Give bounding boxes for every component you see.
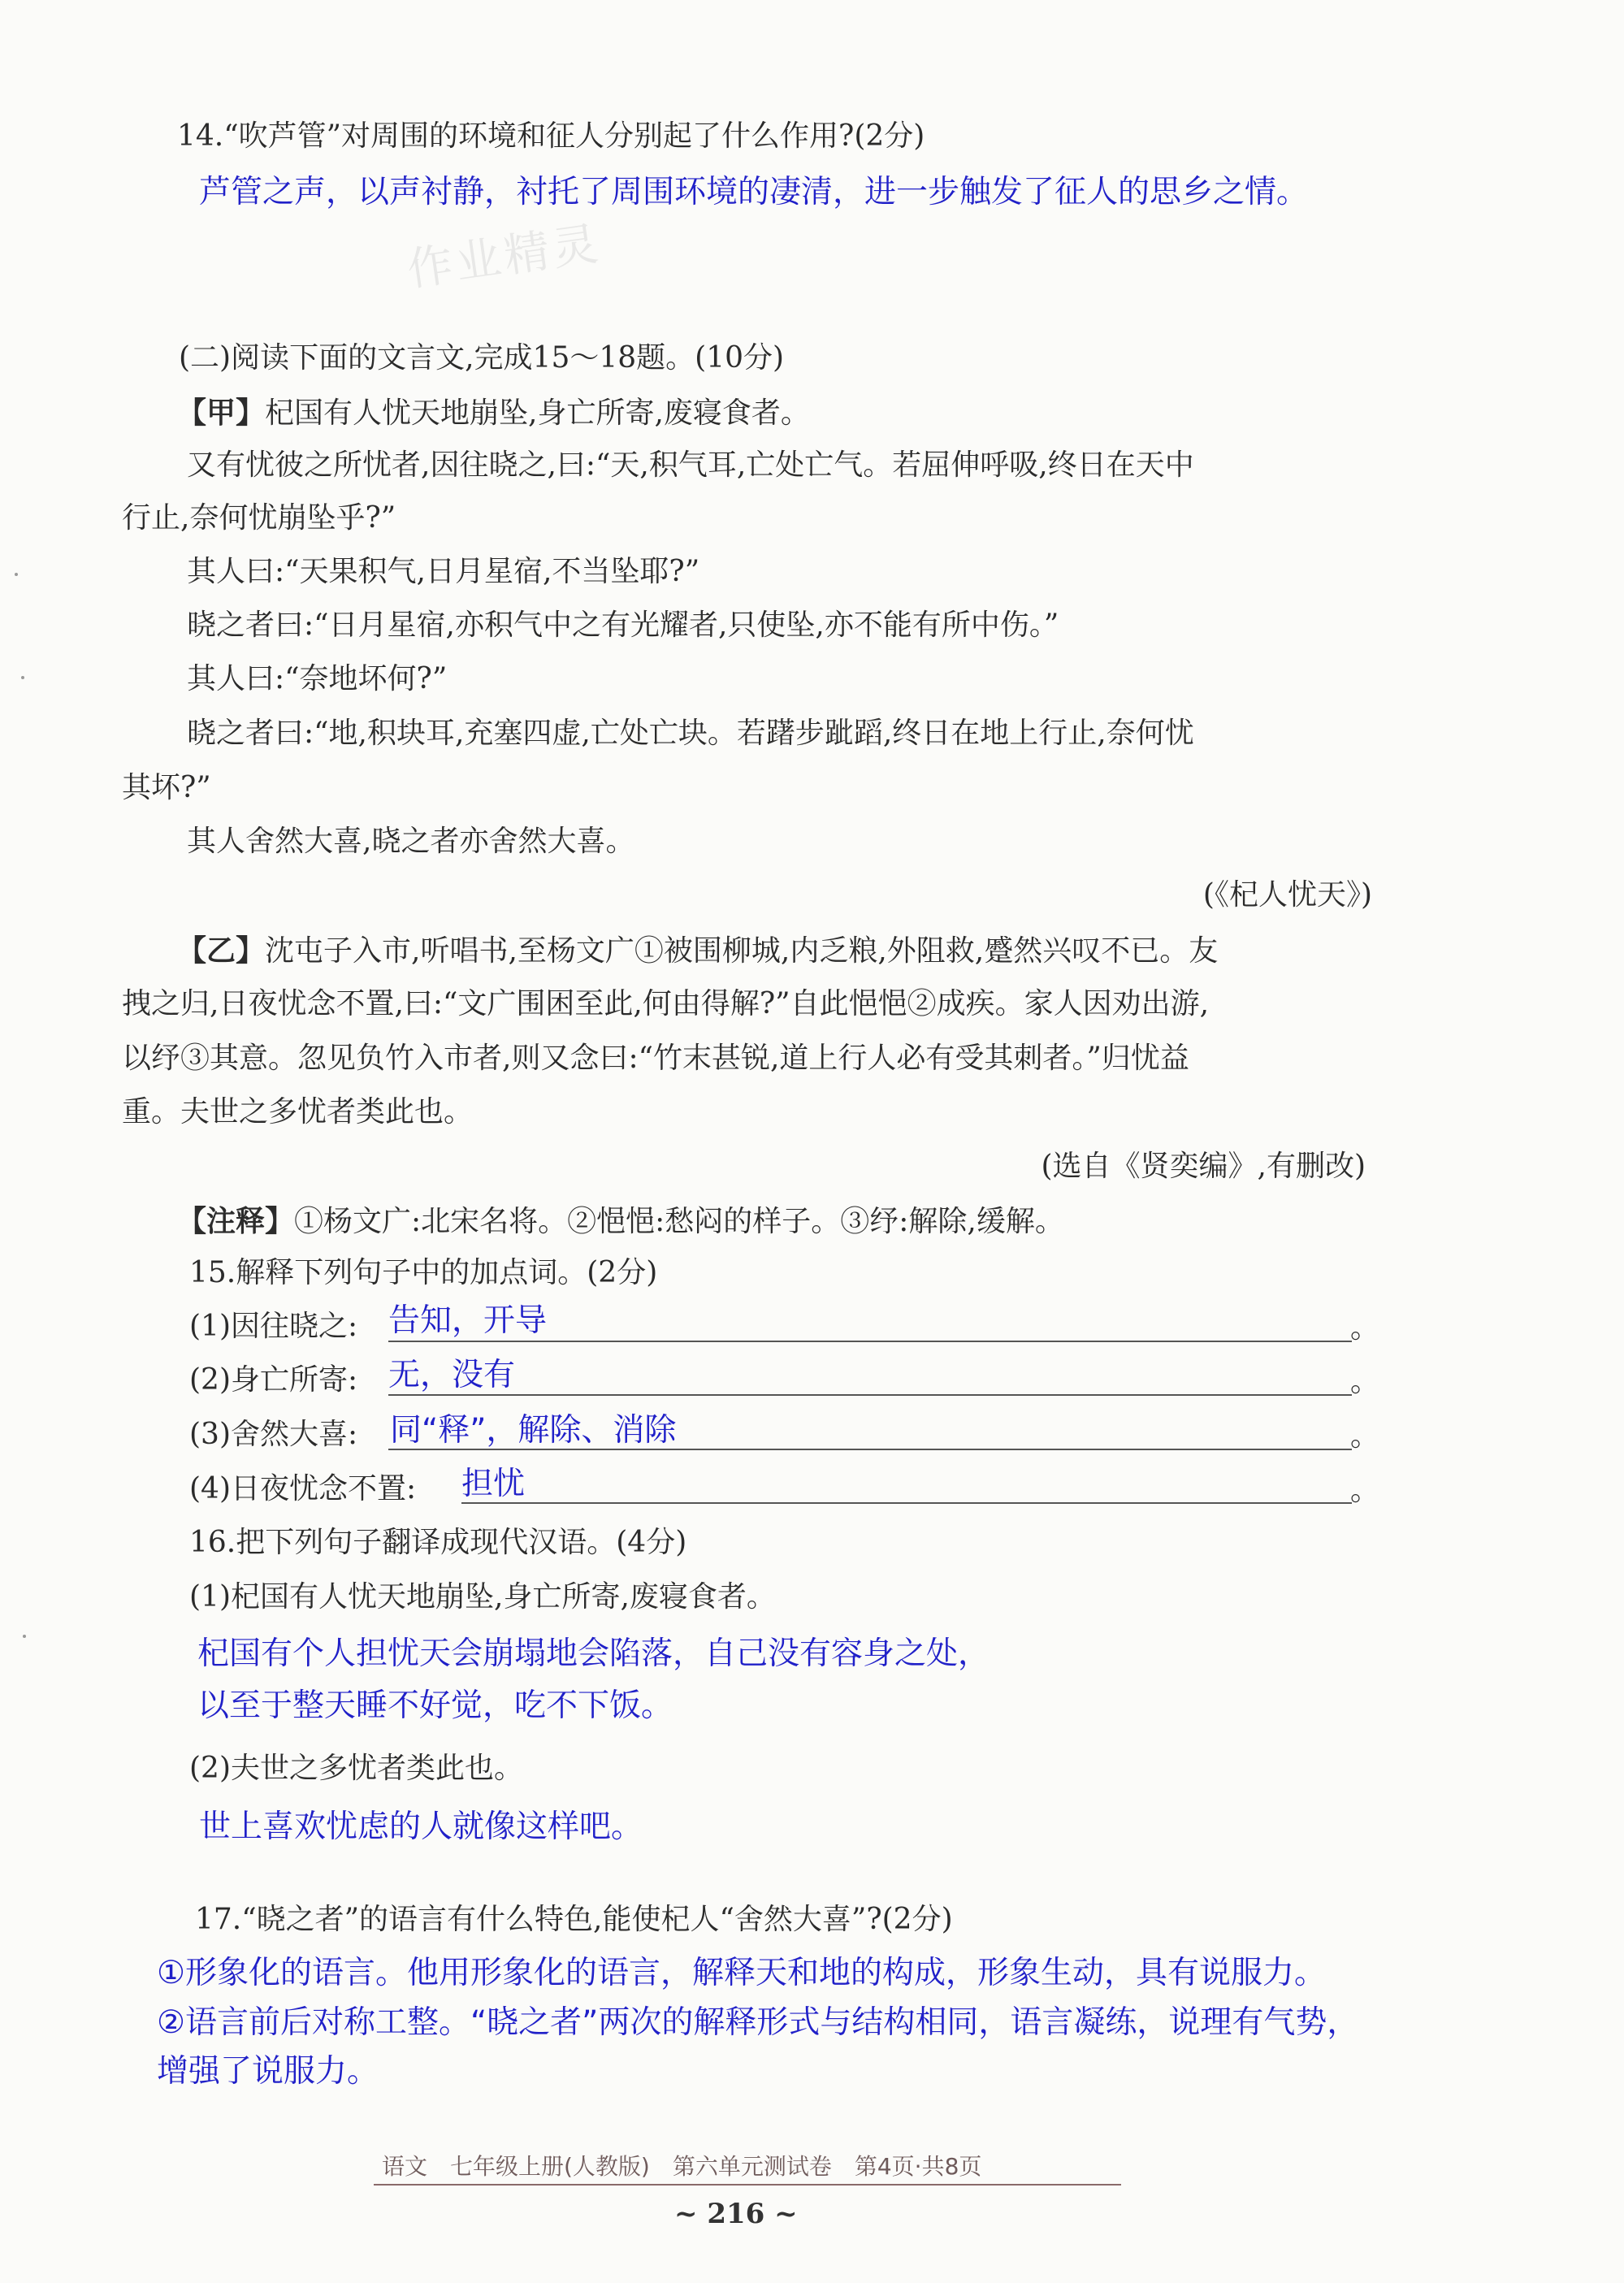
notes-label: 【注释】	[177, 1204, 295, 1238]
q15-item-2-prompt: (2)身亡所寄:	[189, 1363, 358, 1397]
q16-sentence-1: (1)杞国有人忧天地崩坠,身亡所寄,废寝食者。	[189, 1580, 776, 1614]
jia-line-7: 晓之者曰:“地,积块耳,充塞四虚,亡处亡块。若躇步跐蹈,终日在地上行止,奈何忧	[187, 717, 1194, 750]
answer-blank-line	[388, 1341, 1352, 1342]
answer-blank-line	[388, 1449, 1352, 1450]
q16-answer-1-line-2: 以至于整天睡不好觉，吃不下饭。	[197, 1687, 673, 1724]
period: 。	[1350, 1474, 1380, 1507]
scan-speck	[23, 1635, 26, 1638]
jia-line-4: 其人曰:“天果积气,日月星宿,不当坠耶?”	[187, 555, 700, 588]
q16-answer-1-line-1: 杞国有个人担忧天会崩塌地会陷落，自己没有容身之处，	[197, 1635, 990, 1672]
yi-line-4: 重。夫世之多忧者类此也。	[122, 1095, 474, 1129]
notes-text: ①杨文广:北宋名将。②悒悒:愁闷的样子。③纾:解除,缓解。	[294, 1205, 1064, 1238]
jia-line-6: 其人曰:“奈地坏何?”	[187, 662, 448, 695]
q15-item-2-answer: 无，没有	[388, 1357, 516, 1393]
page-number: ~ 216 ~	[674, 2198, 798, 2230]
scan-speck	[21, 676, 24, 679]
notes	[177, 1202, 1064, 1241]
q15-item-4-answer: 担忧	[461, 1466, 526, 1502]
footer-text: 语文 七年级上册(人教版) 第六单元测试卷 第4页·共8页	[382, 2153, 982, 2180]
jia-line-2: 又有忧彼之所忧者,因往晓之,曰:“天,积气耳,亡处亡气。若屈伸呼吸,终日在天中	[187, 448, 1194, 482]
q15-item-4-prompt: (4)日夜忧念不置:	[189, 1472, 417, 1505]
jia-label: 【甲】	[177, 396, 266, 430]
jia-line-9: 其人舍然大喜,晓之者亦舍然大喜。	[187, 825, 635, 858]
yi-line-1	[177, 932, 1218, 970]
yi-text-1: 沈屯子入市,听唱书,至杨文广①被围柳城,内乏粮,外阻救,蹙然兴叹不已。友	[265, 934, 1219, 968]
q17-answer-line-2: ②语言前后对称工整。“晓之者”两次的解释形式与结构相同，语言凝练，说理有气势，	[157, 2004, 1359, 2041]
q15-item-1-prompt: (1)因往晓之:	[189, 1310, 358, 1343]
q16-sentence-2: (2)夫世之多忧者类此也。	[189, 1752, 523, 1785]
period: 。	[1350, 1311, 1380, 1345]
jia-line-8: 其坏?”	[122, 771, 211, 804]
yi-line-3: 以纾③其意。忽见负竹入市者,则又念曰:“竹末甚锐,道上行人必有受其刺者。”归忧益	[122, 1042, 1189, 1075]
period: 。	[1350, 1419, 1380, 1453]
jia-source: (《杞人忧天》)	[1202, 878, 1372, 912]
jia-line-5: 晓之者曰:“日月星宿,亦积气中之有光耀者,只使坠,亦不能有所中伤。”	[187, 609, 1059, 642]
q17-answer-line-1: ①形象化的语言。他用形象化的语言，解释天和地的构成，形象生动，具有说服力。	[157, 1955, 1326, 1991]
q15-question: 15.解释下列句子中的加点词。(2分)	[189, 1256, 658, 1289]
period: 。	[1350, 1365, 1380, 1398]
scan-speck	[15, 573, 18, 576]
jia-line-3: 行止,奈何忧崩坠乎?”	[122, 501, 396, 535]
jia-text-1: 杞国有人忧天地崩坠,身亡所寄,废寝食者。	[265, 396, 810, 430]
answer-blank-line	[388, 1394, 1352, 1396]
jia-line-1	[177, 394, 810, 432]
footer-rule	[374, 2184, 1121, 2186]
q17-question: 17.“晓之者”的语言有什么特色,能使杞人“舍然大喜”?(2分)	[195, 1903, 953, 1936]
q15-item-3-prompt: (3)舍然大喜:	[189, 1418, 358, 1451]
section-heading: (二)阅读下面的文言文,完成15～18题。(10分)	[179, 341, 785, 375]
yi-label: 【乙】	[177, 934, 266, 968]
q16-answer-2: 世上喜欢忧虑的人就像这样吧。	[199, 1809, 643, 1845]
q14-answer: 芦管之声，以声衬静，衬托了周围环境的凄清，进一步触发了征人的思乡之情。	[199, 174, 1309, 210]
watermark: 作业精灵	[404, 217, 604, 297]
q16-question: 16.把下列句子翻译成现代汉语。(4分)	[189, 1526, 687, 1559]
q17-answer-line-3: 增强了说服力。	[157, 2053, 379, 2090]
yi-line-2: 拽之归,日夜忧念不置,曰:“文广围困至此,何由得解?”自此悒悒②成疾。家人因劝出游,	[122, 987, 1210, 1020]
answer-blank-line	[461, 1502, 1352, 1504]
yi-source: (选自《贤奕编》,有删改)	[1041, 1150, 1366, 1183]
q15-item-1-answer: 告知，开导	[388, 1302, 548, 1339]
q14-question: 14.“吹芦管”对周围的环境和征人分别起了什么作用?(2分)	[177, 119, 925, 153]
q15-item-3-answer: 同“释”，解除、消除	[390, 1412, 677, 1449]
